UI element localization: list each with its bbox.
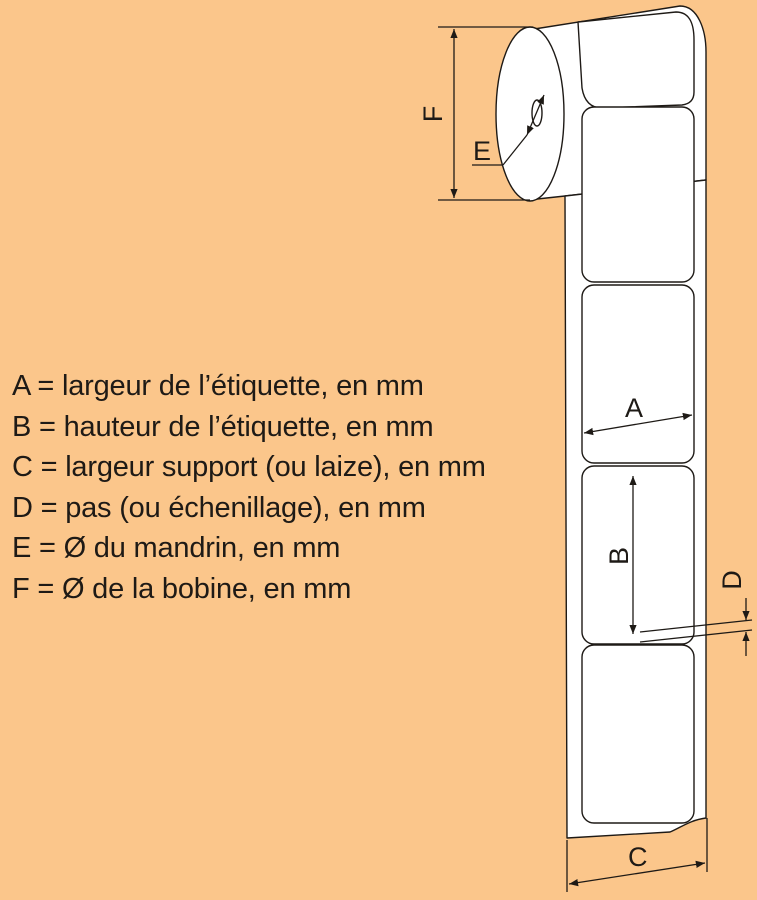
dimension-legend [12, 366, 486, 609]
legend-item-c: C = largeur support (ou laize), en mm [12, 451, 486, 483]
dim-f-letter: F [418, 105, 448, 123]
legend-item-e: E = Ø du mandrin, en mm [12, 532, 341, 564]
legend-item-f: F = Ø de la bobine, en mm [12, 572, 352, 605]
dim-c-letter: C [628, 842, 648, 872]
legend-item-a: A = largeur de l’étiquette, en mm [12, 370, 424, 402]
label-2 [582, 285, 694, 463]
legend-item-b: B = hauteur de l’étiquette, en mm [12, 410, 434, 443]
dim-a-letter: A [625, 393, 644, 423]
label-3 [582, 466, 694, 644]
legend-item-d: D = pas (ou échenillage), en mm [12, 491, 426, 524]
dim-b-letter: B [604, 546, 634, 566]
label-4 [582, 645, 694, 823]
dim-d-letter: D [717, 570, 747, 590]
label-on-roll [578, 12, 694, 108]
dim-e-letter: E [473, 136, 492, 166]
roll-end-face [496, 27, 564, 201]
label-1 [582, 107, 694, 282]
